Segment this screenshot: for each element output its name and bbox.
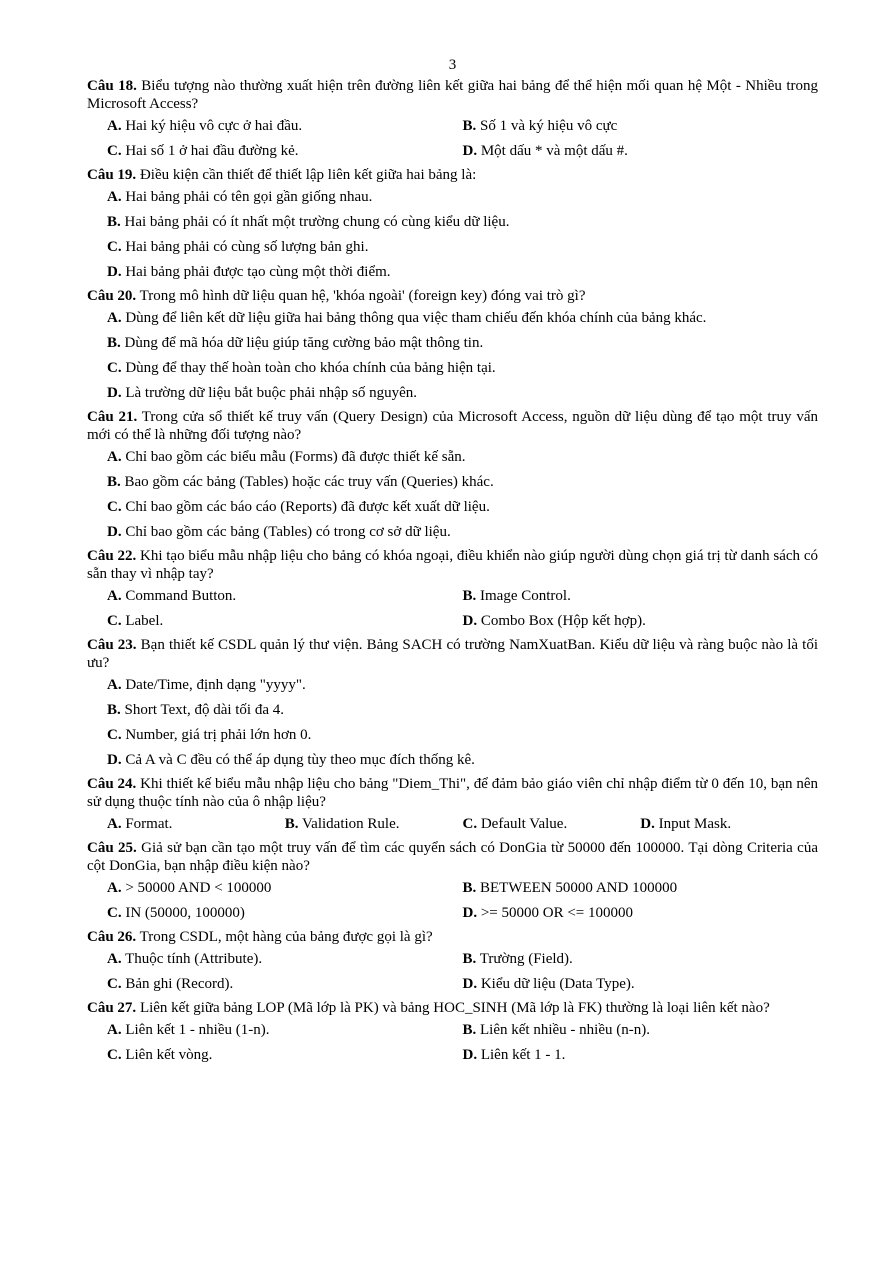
question-text: Biểu tượng nào thường xuất hiện trên đường liên kết giữa hai bảng để thể hiện mối quan hệ Một - Nhiều trong Microsoft Access? bbox=[87, 78, 818, 112]
option-label: B. bbox=[462, 879, 477, 896]
option-text: IN (50000, 100000) bbox=[125, 904, 245, 921]
option-label: B. bbox=[462, 950, 477, 967]
question bbox=[87, 405, 818, 544]
option-label: D. bbox=[107, 263, 122, 280]
answer-option bbox=[463, 815, 641, 833]
question-text: Trong mô hình dữ liệu quan hệ, 'khóa ngoài' (foreign key) đóng vai trò gì? bbox=[139, 288, 586, 304]
question bbox=[87, 284, 818, 405]
option-label: A. bbox=[107, 309, 122, 326]
question bbox=[87, 544, 818, 633]
option-text: Kiểu dữ liệu (Data Type). bbox=[480, 975, 635, 992]
option-text: Bao gồm các bảng (Tables) hoặc các truy vấn (Queries) khác. bbox=[124, 473, 494, 490]
option-text: Một dấu * và một dấu #. bbox=[480, 142, 628, 159]
option-row bbox=[87, 113, 818, 138]
question-text: Liên kết giữa bảng LOP (Mã lớp là PK) và bảng HOC_SINH (Mã lớp là FK) thường là loại liên kết nào? bbox=[139, 1000, 770, 1016]
option-text: Số 1 và ký hiệu vô cực bbox=[480, 117, 618, 134]
option-label: B. bbox=[107, 473, 121, 490]
answer-option bbox=[107, 950, 463, 968]
option-row bbox=[87, 469, 818, 494]
option-label: A. bbox=[107, 1021, 122, 1038]
option-text: Hai bảng phải có tên gọi gần giống nhau. bbox=[125, 188, 373, 205]
option-label: D. bbox=[107, 384, 122, 401]
option-text: Hai bảng phải có cùng số lượng bản ghi. bbox=[125, 238, 369, 255]
answer-option bbox=[107, 701, 284, 719]
option-text: Hai ký hiệu vô cực ở hai đầu. bbox=[125, 117, 303, 134]
option-label: A. bbox=[107, 879, 122, 896]
option-row bbox=[87, 747, 818, 772]
option-label: C. bbox=[107, 975, 122, 992]
question bbox=[87, 163, 818, 284]
question bbox=[87, 836, 818, 925]
question bbox=[87, 633, 818, 772]
answer-option bbox=[107, 263, 391, 281]
answer-option bbox=[107, 879, 463, 897]
answer-option bbox=[107, 498, 490, 516]
answer-option bbox=[463, 612, 819, 630]
option-text: BETWEEN 50000 AND 100000 bbox=[480, 879, 678, 896]
option-label: A. bbox=[107, 815, 122, 832]
question bbox=[87, 772, 818, 836]
option-text: Combo Box (Hộp kết hợp). bbox=[480, 612, 646, 629]
option-row bbox=[87, 946, 818, 971]
option-label: C. bbox=[107, 238, 122, 255]
option-row bbox=[87, 305, 818, 330]
option-label: C. bbox=[107, 498, 122, 515]
option-row bbox=[87, 608, 818, 633]
option-text: Format. bbox=[125, 815, 173, 832]
option-label: D. bbox=[107, 751, 122, 768]
option-label: D. bbox=[107, 523, 122, 540]
option-text: Liên kết nhiều - nhiều (n-n). bbox=[480, 1021, 650, 1038]
question-text: Giả sử bạn cần tạo một truy vấn để tìm các quyển sách có DonGia từ 50000 đến 100000. Tại dòng Criteria của cột DonGia, bạn nhập điều kiện nào? bbox=[87, 840, 818, 874]
option-text: Hai bảng phải có ít nhất một trường chung có cùng kiểu dữ liệu. bbox=[124, 213, 510, 230]
answer-option bbox=[463, 1021, 819, 1039]
option-row bbox=[87, 697, 818, 722]
question-stem bbox=[87, 836, 818, 875]
option-text: Number, giá trị phải lớn hơn 0. bbox=[125, 726, 312, 743]
option-label: A. bbox=[107, 117, 122, 134]
option-text: Là trường dữ liệu bắt buộc phải nhập số nguyên. bbox=[125, 384, 417, 401]
question-text: Trong CSDL, một hàng của bảng được gọi là gì? bbox=[139, 929, 433, 945]
option-text: Date/Time, định dạng "yyyy". bbox=[125, 676, 306, 693]
answer-option bbox=[463, 142, 819, 160]
option-row bbox=[87, 209, 818, 234]
option-row bbox=[87, 519, 818, 544]
option-label: B. bbox=[462, 117, 477, 134]
option-row bbox=[87, 234, 818, 259]
answer-option bbox=[463, 587, 819, 605]
option-row bbox=[87, 900, 818, 925]
answer-option bbox=[107, 726, 311, 744]
option-text: Dùng để liên kết dữ liệu giữa hai bảng thông qua việc tham chiếu đến khóa chính của bảng khác. bbox=[125, 309, 707, 326]
question-label: Câu 26. bbox=[87, 929, 137, 945]
option-row bbox=[87, 971, 818, 996]
answer-option bbox=[463, 950, 819, 968]
option-label: A. bbox=[107, 676, 122, 693]
question-text: Điều kiện cần thiết để thiết lập liên kết giữa hai bảng là: bbox=[139, 167, 477, 183]
answer-option bbox=[107, 1021, 463, 1039]
answer-option bbox=[107, 117, 463, 135]
option-row bbox=[87, 722, 818, 747]
option-label: B. bbox=[462, 1021, 477, 1038]
answer-option bbox=[107, 1046, 463, 1064]
answer-option bbox=[107, 473, 494, 491]
option-text: Label. bbox=[125, 612, 164, 629]
answer-option bbox=[107, 142, 463, 160]
question-label: Câu 19. bbox=[87, 167, 137, 183]
answer-option bbox=[107, 975, 463, 993]
question-text: Bạn thiết kế CSDL quản lý thư viện. Bảng SACH có trường NamXuatBan. Kiểu dữ liệu và ràng buộc nào là tối ưu? bbox=[87, 637, 818, 671]
option-label: A. bbox=[107, 950, 122, 967]
option-label: C. bbox=[107, 142, 122, 159]
option-text: Liên kết 1 - 1. bbox=[480, 1046, 566, 1063]
option-label: B. bbox=[107, 213, 121, 230]
option-label: A. bbox=[107, 448, 122, 465]
option-label: B. bbox=[462, 587, 477, 604]
option-text: Hai số 1 ở hai đầu đường kẻ. bbox=[125, 142, 299, 159]
option-row bbox=[87, 1042, 818, 1067]
option-label: A. bbox=[107, 188, 122, 205]
question-stem bbox=[87, 996, 818, 1017]
page-number: 3 bbox=[448, 57, 457, 73]
answer-option bbox=[107, 587, 463, 605]
exam-page bbox=[87, 56, 818, 1067]
option-text: >= 50000 OR <= 100000 bbox=[480, 904, 634, 921]
option-row bbox=[87, 138, 818, 163]
question-stem bbox=[87, 284, 818, 305]
option-text: Liên kết 1 - nhiều (1-n). bbox=[125, 1021, 270, 1038]
answer-option bbox=[107, 904, 463, 922]
answer-option bbox=[107, 384, 417, 402]
option-text: Bản ghi (Record). bbox=[125, 975, 234, 992]
answer-option bbox=[640, 815, 818, 833]
option-row bbox=[87, 259, 818, 284]
question-label: Câu 27. bbox=[87, 1000, 137, 1016]
question-label: Câu 21. bbox=[87, 409, 138, 425]
question bbox=[87, 74, 818, 163]
question-stem bbox=[87, 772, 818, 811]
option-label: C. bbox=[107, 904, 122, 921]
question-text: Khi thiết kế biểu mẫu nhập liệu cho bảng "Diem_Thi", để đảm bảo giáo viên chỉ nhập điểm từ 0 đến 10, bạn nên sử dụng thuộc tính nào của ô nhập liệu? bbox=[87, 776, 819, 810]
question bbox=[87, 996, 818, 1067]
question-stem bbox=[87, 544, 818, 583]
option-text: Image Control. bbox=[480, 587, 571, 604]
option-text: Input Mask. bbox=[658, 815, 732, 832]
answer-option bbox=[107, 448, 466, 466]
option-row bbox=[87, 1017, 818, 1042]
option-row bbox=[87, 444, 818, 469]
question-label: Câu 18. bbox=[87, 78, 137, 94]
answer-option bbox=[107, 334, 483, 352]
answer-option bbox=[463, 1046, 819, 1064]
option-label: B. bbox=[107, 701, 121, 718]
option-row bbox=[87, 184, 818, 209]
option-row bbox=[87, 811, 818, 836]
option-text: Chỉ bao gồm các báo cáo (Reports) đã được kết xuất dữ liệu. bbox=[125, 498, 490, 515]
question-label: Câu 22. bbox=[87, 548, 137, 564]
option-text: Hai bảng phải được tạo cùng một thời điểm. bbox=[125, 263, 391, 280]
answer-option bbox=[107, 815, 285, 833]
option-label: A. bbox=[107, 587, 122, 604]
answer-option bbox=[107, 612, 463, 630]
option-label: B. bbox=[284, 815, 299, 832]
answer-option bbox=[107, 359, 496, 377]
option-text: Chỉ bao gồm các biểu mẫu (Forms) đã được thiết kế sẵn. bbox=[125, 448, 466, 465]
option-label: C. bbox=[462, 815, 478, 832]
option-label: C. bbox=[107, 1046, 122, 1063]
question-label: Câu 23. bbox=[87, 637, 137, 653]
option-label: C. bbox=[107, 612, 122, 629]
question-label: Câu 24. bbox=[87, 776, 137, 792]
option-text: Liên kết vòng. bbox=[125, 1046, 213, 1063]
question-label: Câu 20. bbox=[87, 288, 137, 304]
answer-option bbox=[107, 523, 451, 541]
option-row bbox=[87, 875, 818, 900]
question-label: Câu 25. bbox=[87, 840, 137, 856]
option-text: Thuộc tính (Attribute). bbox=[125, 950, 263, 967]
question-stem bbox=[87, 633, 818, 672]
question-list bbox=[87, 74, 818, 1067]
option-text: Chỉ bao gồm các bảng (Tables) có trong cơ sở dữ liệu. bbox=[125, 523, 451, 540]
answer-option bbox=[285, 815, 463, 833]
question bbox=[87, 925, 818, 996]
question-stem bbox=[87, 74, 818, 113]
option-text: Dùng để thay thế hoàn toàn cho khóa chính của bảng hiện tại. bbox=[125, 359, 496, 376]
option-row bbox=[87, 330, 818, 355]
option-label: B. bbox=[107, 334, 121, 351]
option-row bbox=[87, 494, 818, 519]
question-stem bbox=[87, 163, 818, 184]
question-text: Khi tạo biểu mẫu nhập liệu cho bảng có khóa ngoại, điều khiển nào giúp người dùng chọn giá trị từ danh sách có sẵn thay vì nhập tay? bbox=[87, 548, 818, 582]
answer-option bbox=[463, 904, 819, 922]
option-text: Dùng để mã hóa dữ liệu giúp tăng cường bảo mật thông tin. bbox=[124, 334, 484, 351]
option-label: D. bbox=[462, 904, 478, 921]
option-row bbox=[87, 355, 818, 380]
option-label: D. bbox=[462, 142, 478, 159]
option-text: > 50000 AND < 100000 bbox=[125, 879, 272, 896]
option-label: D. bbox=[640, 815, 655, 832]
answer-option bbox=[107, 238, 368, 256]
option-label: D. bbox=[462, 975, 478, 992]
answer-option bbox=[463, 879, 819, 897]
answer-option bbox=[107, 188, 372, 206]
option-text: Default Value. bbox=[480, 815, 568, 832]
option-text: Trường (Field). bbox=[479, 950, 573, 967]
option-text: Validation Rule. bbox=[302, 815, 400, 832]
option-label: C. bbox=[107, 726, 122, 743]
question-stem bbox=[87, 925, 818, 946]
answer-option bbox=[107, 751, 475, 769]
answer-option bbox=[107, 676, 306, 694]
answer-option bbox=[463, 117, 819, 135]
question-stem bbox=[87, 405, 818, 444]
option-label: D. bbox=[462, 612, 478, 629]
option-row bbox=[87, 672, 818, 697]
option-text: Command Button. bbox=[125, 587, 237, 604]
option-label: D. bbox=[462, 1046, 478, 1063]
answer-option bbox=[107, 213, 509, 231]
answer-option bbox=[107, 309, 706, 327]
option-label: C. bbox=[107, 359, 122, 376]
answer-option bbox=[463, 975, 819, 993]
option-row bbox=[87, 583, 818, 608]
option-row bbox=[87, 380, 818, 405]
option-text: Cả A và C đều có thể áp dụng tùy theo mục đích thống kê. bbox=[125, 751, 475, 768]
option-text: Short Text, độ dài tối đa 4. bbox=[124, 701, 285, 718]
question-text: Trong cửa sổ thiết kế truy vấn (Query Design) của Microsoft Access, nguồn dữ liệu dùng để tạo một truy vấn mới có thể là những đối tượng nào? bbox=[87, 409, 818, 443]
